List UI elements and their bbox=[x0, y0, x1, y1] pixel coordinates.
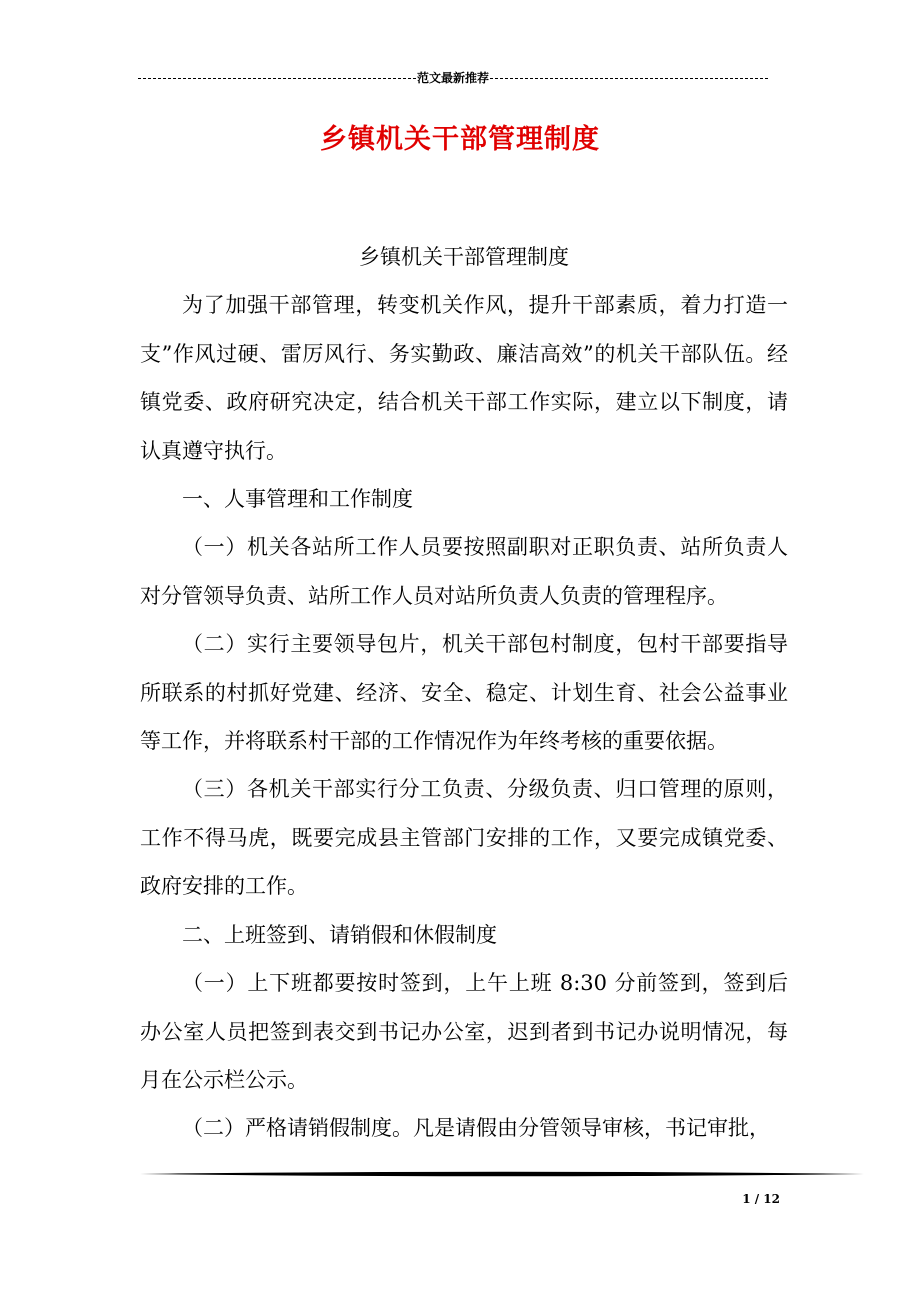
footer-rule bbox=[140, 1170, 864, 1178]
paragraph-1-3: （三）各机关干部实行分工负责、分级负责、归口管理的原则，工作不得马虎，既要完成县主管部门安排的工作，又要完成镇党委、政府安排的工作。 bbox=[140, 777, 788, 899]
header-dash-right bbox=[490, 78, 768, 79]
page-header bbox=[138, 68, 768, 86]
paragraph-2-1: （一）上下班都要按时签到，上午上班 8:30 分前签到，签到后办公室人员把签到表交到书记办公室，迟到者到书记办说明情况，每月在公示栏公示。 bbox=[140, 971, 788, 1092]
header-dash-left bbox=[138, 78, 416, 79]
paragraph-2-2: （二）严格请销假制度。凡是请假由分管领导审核，书记审批， bbox=[182, 1116, 770, 1141]
section-heading-1: 一、人事管理和工作制度 bbox=[182, 487, 413, 512]
paragraph-1-1: （一）机关各站所工作人员要按照副职对正职负责、站所负责人对分管领导负责、站所工作人员对站所负责人负责的管理程序。 bbox=[140, 535, 788, 608]
subtitle: 乡镇机关干部管理制度 bbox=[359, 245, 569, 269]
document-title: 乡镇机关干部管理制度 bbox=[320, 124, 600, 155]
header-label: 范文最新推荐 bbox=[417, 70, 490, 85]
document-body bbox=[140, 233, 788, 1153]
section-heading-2: 二、上班签到、请销假和休假制度 bbox=[182, 922, 497, 947]
paragraph-1-2: （二）实行主要领导包片，机关干部包村制度，包村干部要指导所联系的村抓好党建、经济、安全、稳定、计划生育、社会公益事业等工作，并将联系村干部的工作情况作为年终考核的重要依据。 bbox=[140, 632, 788, 754]
page-number: 1 / 12 bbox=[742, 1192, 780, 1206]
paragraph-intro: 为了加强干部管理，转变机关作风，提升干部素质，着力打造一支”作风过硬、雷厉风行、务实勤政、廉洁高效”的机关干部队伍。经镇党委、政府研究决定，结合机关干部工作实际，建立以下制度，请认真遵守执行。 bbox=[140, 293, 788, 463]
